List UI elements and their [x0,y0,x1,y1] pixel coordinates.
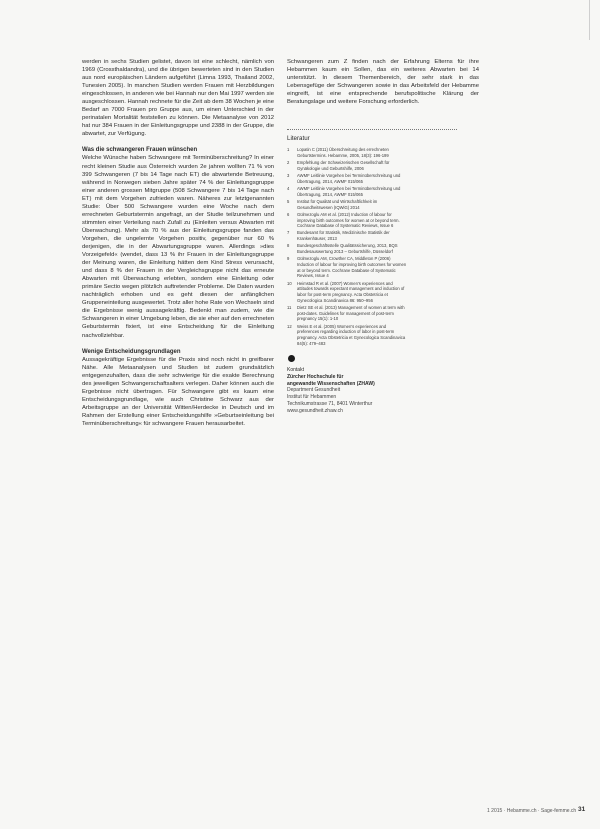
reference-number: 8 [287,243,290,249]
contact-label: Kontakt [287,367,304,374]
reference-number: 3 [287,173,290,179]
section-heading: Wenige Entscheidungsgrundlagen [82,348,181,355]
crop-mark [589,0,590,40]
reference-item [287,256,407,279]
body-paragraph: werden in sechs Studien gelistet, davon ist eine schlecht, nämlich von 1969 (Crossthaldandra), und die übrigen bewerteten sind in den Studien aus nord europäischen Ländern aufgeführt (Limna 1993, Thailand 2002, Tunesien 2005). In manchen Studien werden Frauen mit Herzbildungen eingeschlossen, in anderen wie bei Hannah nur den Mai 1997 werden sie ausgeschlossen. Hannah rechnete für die Zeit ab dem 38 Wochen je eine Bedarf an 7000 Frauen pro Gruppe aus, um einen Unterschied in der perinatalen Mortalität feststellen zu können. Die Metaanalyse von 2012 hat nur 384 Frauen in der Einleitungsgruppe und 2388 in der Gruppe, die abwartet, zur Verfügung. [82,59,274,138]
reference-text: Heimstad R et al. (2007) Women's experiences and attitudes towards expectant management and induction of labor for post-term pregnancy. Acta Obstetricia et Gynecologica Scandinavica 86: 950–956 [297,280,405,303]
reference-item [287,160,407,171]
reference-number: 11 [287,304,292,310]
reference-text: Dietz SE et al. (2013) Management of women at term with post-dates. Guidelines for management of post-term pregnancy 15(1): 1-10 [297,304,405,322]
reference-number: 10 [287,280,292,286]
reference-number: 4 [287,186,290,192]
reference-item [287,199,407,210]
reference-text: Gülmezoglu AM et al. (2012) Induction of labour for improving birth outcomes for women at or beyond term. Cochrane Database of Systematic Reviews, Issue 6 [297,211,400,229]
reference-number: 1 [287,147,290,153]
reference-item [287,173,407,184]
reference-item [287,186,407,197]
reference-text: Bundesamt für Statistik, Medizinische Statistik der Krankenhäuser, 2013 [297,230,390,242]
section-divider [287,129,457,130]
reference-text: Lopatin C (2011) Überschreitung des errechneten Geburtstermins. Hebamme, 2005, 18(3): 196-199 [297,147,389,159]
contact-website: www.gesundheit.zhaw.ch [287,407,343,414]
reference-item [287,147,407,158]
reference-item [287,230,407,241]
reference-text: Weiss E et al. (2005) Women's experiences and preferences regarding induction of labor in post-term pregnancy. Acta Obstetricia et Gynecologica Scandinavica 84(5): 479–483 [297,323,406,346]
reference-item [287,243,407,254]
reference-text: Institut für Qualität und Wirtschaftlichkeit im Gesundheitswesen (IQWiG) 2014 [297,198,378,210]
contact-address: Technikumstrasse 71, 8401 Winterthur [287,400,373,407]
reference-item [287,324,407,347]
reference-number: 12 [287,323,292,329]
section-heading: Was die schwangeren Frauen wünschen [82,147,198,154]
reference-text: Bundesgeschäftsstelle Qualitätssicherung, 2013, BQS Bundesauswertung 2013 – Geburtshilfe, Düsseldorf [297,243,398,255]
reference-text: AWMF Leitlinie Vorgehen bei Terminüberschreitung und Übertragung, 2014, AWMF 015/065 [297,186,401,197]
page-number: 31 [578,806,586,813]
reference-number: 9 [287,256,290,262]
right-column [287,58,479,414]
reference-text: AWMF Leitlinie Vorgehen bei Terminüberschreitung und Übertragung, 2014, AWMF 015/065 [297,173,401,184]
reference-text: Gülmezoglu AM, Crowther CA, Middleton P (2006) Induction of labour for improving birth outcomes for women at or beyond term. Cochrane Database of Systematic Reviews, Issue 4 [297,256,407,279]
reference-list [287,147,407,346]
contact-bullet-icon [288,355,295,362]
reference-item [287,305,407,322]
reference-number: 6 [287,211,290,217]
reference-number: 5 [287,198,290,204]
left-column [82,58,274,428]
reference-text: Empfehlung der Schweizerischen Gesellschaft für Gynäkologie und Geburtshilfe, 2006 [297,160,390,171]
footer-text: 1 2015 · Hebamme.ch · Sage-femme.ch [487,808,577,814]
contact-institute: Institut für Hebammen [287,394,337,401]
reference-number: 7 [287,230,290,236]
literature-heading: Literatur [287,135,310,143]
contact-organization: Zürcher Hochschule für [287,374,344,381]
contact-block [287,367,417,414]
body-paragraph: Welche Wünsche haben Schwangere mit Terminüberschreitung? In einer recht kleinen Studie aus Österreich wurden 2e jahren wollten 71 % von 399 Schwangeren (7 bis 14 Tage nach ET) die abwartende Betreuung, während in Norwegen sieben Jahre später 74 % der Einleitungsgruppe einer anderen grossen Mitgruppe (508 Schwangere 7 bis 14 Tage nach ET) mit dem Vorgehen zufrieden waren. Näheres zur letztgenannten Studie: Über 500 Schwangere wurden eine Woche nach dem errechneten Geburtstermin angefragt, an der Studie teilzunehmen und stimmten einer Verteilung nach Zufall zu (Einleiten versus Abwarten mit Überwachung). Mehr als 70 % aus der Einleitungsgruppe fanden das Vorgehen, die ungelernte Vorgehen positiv, gegenüber nur 60 % derjenigen, die in der Abwartungsgruppe waren. Allerdings »dies Vorzeigefeld« (wendet, dass 13 % ihr Frauen in der Einleitungsgruppe der Meinung waren, die Einleitung hätten dem Kind Stress verursacht, und dass 8 % der Frauen in der Vergleichsgruppe nicht das erneute Abwarten mit Überwachung erlebten, sondern eine Einleitung oder primäre Sectio wegen plötzlich auftretender Probleme. Die Daten wurden nachträglich erhoben und es geht diesen der anfänglichen Gruppeneinteilung ausgewertet. Trotz aller hohe Rate von Wechseln sind die Ergebnisse wenig aussagekräftig. Bedenkt man zudem, wie die Schwangeren in einer Umgebung leben, die sie eher auf den errechneten Geburtstermin fixiert, ist eine Entscheidung für die Einleitung nachvollziehbar. [82,155,274,339]
body-paragraph: Schwangeren zum Z finden nach der Erfahrung Elterns für ihre Hebammen kaum ein Sollen, das ein weiteres Abwarten bei 14 unterstützt. In diesem Themenbereich, der sehr stark in das Lebensgefüge der Schwangeren sowie in das Arbeitsfeld der Hebamme eingreift, ist eine entsprechende berufspolitische Klärung der Beratungslage und weitere Forschung erforderlich. [287,59,479,106]
reference-item [287,212,407,229]
contact-organization: angewandte Wissenschaften (ZHAW) [287,380,375,387]
contact-department: Department Gesundheit [287,387,341,394]
reference-item [287,281,407,304]
body-paragraph: Aussagekräftige Ergebnisse für die Praxis sind noch nicht in greifbarer Nähe. Alle Metaanalysen und Studien ist zudem grundsätzlich entgegenzuhalten, dass die sehr schwierige für die exakte Berechnung des jeweiligen Schwangerschaftsalters verlegen. Daher können auch die Ergebnisse nicht übertragen. Für Schwangere gibt es kaum eine Entscheidungsgrundlage, wie auch Christine Schwarz aus der Arbeitsgruppe an der Universität Witten/Herdecke in Deutsch und im Rahmen der Erstellung einer Entscheidungshilfe »Geburtseinleitung bei Terminüberschreitung« für schwangere Frauen herausarbeitet. [82,356,274,427]
reference-number: 2 [287,160,290,166]
